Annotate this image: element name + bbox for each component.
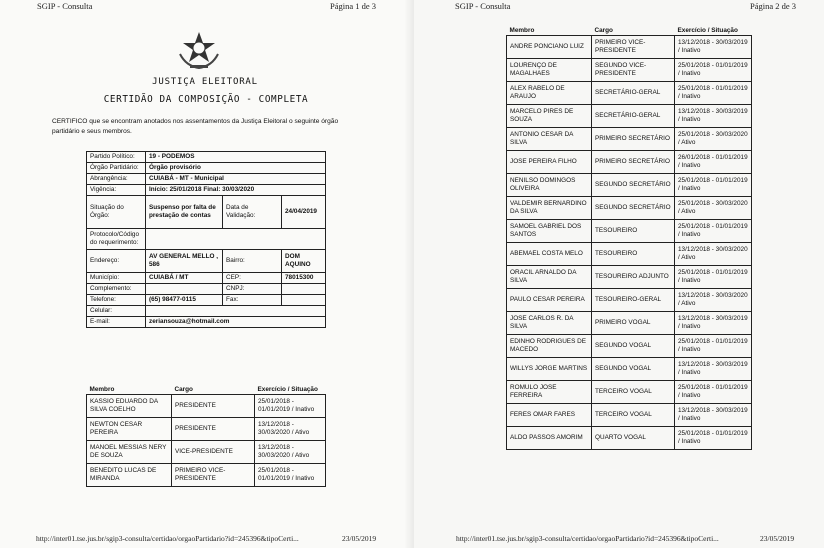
member-row [507,82,752,105]
member-name: BENEDITO LUCAS DE MIRANDA [87,464,172,487]
member-row [507,151,752,174]
member-row [87,464,326,487]
member-row [87,395,326,418]
exercicio-column-header: Exercício / Situação [257,386,318,393]
member-role: TERCEIRO VOGAL [592,381,675,404]
member-row [507,197,752,220]
member-name: ALEX RABELO DE ARAUJO [507,82,592,105]
member-row [507,105,752,128]
member-role: TESOUREIRO-GERAL [592,289,675,312]
member-term: 13/12/2018 - 30/03/2020 / Ativo [675,289,752,312]
info-label: Situação do Órgão: [87,196,146,229]
info-value: (65) 98477-0115 [146,295,223,306]
info-label: Vigência: [87,185,146,196]
member-name: VALDEMIR BERNARDINO DA SILVA [507,197,592,220]
info-row [87,317,326,328]
info-row [87,284,326,295]
footer-url: http://inter01.tse.jus.br/sgip3-consulta/certidao/orgaoPartidario?id=245396&tipoCerti... [36,534,299,543]
member-name: NENILSO DOMINGOS OLIVEIRA [507,174,592,197]
member-name: EDINHO RODRIGUES DE MACEDO [507,335,592,358]
member-role: PRESIDENTE [172,418,255,441]
member-term: 25/01/2018 - 01/01/2019 / Inativo [675,381,752,404]
member-term: 13/12/2018 - 30/03/2019 / Inativo [675,105,752,128]
info-row [87,152,326,163]
member-name: WILLYS JORGE MARTINS [507,358,592,381]
member-name: FERES OMAR FARES [507,404,592,427]
members-header-row [87,386,326,395]
info-label: Bairro: [223,250,282,273]
info-row [87,295,326,306]
page-header-number: Página 1 de 3 [330,1,377,11]
member-name: JOSE PEREIRA FILHO [507,151,592,174]
info-label: Celular: [87,306,146,317]
member-term: 13/12/2018 - 30/03/2019 / Inativo [675,312,752,335]
member-name: KASSIO EDUARDO DA SILVA COELHO [87,395,172,418]
info-value [282,295,326,306]
member-row [507,36,752,59]
member-row [507,312,752,335]
member-row [507,358,752,381]
members-body [507,36,752,450]
member-role: TESOUREIRO [592,243,675,266]
info-value: CUIABÁ - MT - Municipal [146,174,326,185]
member-role: SEGUNDO VOGAL [592,358,675,381]
member-name: ROMULO JOSE FERREIRA [507,381,592,404]
member-role: TERCEIRO VOGAL [592,404,675,427]
member-role: PRESIDENTE [172,395,255,418]
member-role: TESOUREIRO [592,220,675,243]
member-term: 25/01/2018 - 01/01/2019 / Inativo [675,59,752,82]
member-name: NEWTON CESAR PEREIRA [87,418,172,441]
member-term: 25/01/2018 - 30/03/2020 / Ativo [675,128,752,151]
member-role: PRIMEIRO VOGAL [592,312,675,335]
info-value: Início: 25/01/2018 Final: 30/03/2020 [146,185,326,196]
info-value [146,306,326,317]
cargo-column-header: Cargo [594,27,613,34]
member-row [87,418,326,441]
member-term: 25/01/2018 - 01/01/2019 / Inativo [675,220,752,243]
member-name: SAMOEL GABRIEL DOS SANTOS [507,220,592,243]
info-label: CEP: [223,273,282,284]
info-label: Partido Político: [87,152,146,163]
page-header-title: SGIP - Consulta [37,1,93,11]
member-name: ANDRE PONCIANO LUIZ [507,36,592,59]
member-role: SEGUNDO SECRETÁRIO [592,197,675,220]
members-table-page-2 [506,27,752,450]
document-page-2 [414,0,824,548]
info-row [87,196,326,229]
member-term: 13/12/2018 - 30/03/2019 / Inativo [675,358,752,381]
info-row [87,273,326,284]
page-header-number: Página 2 de 3 [750,1,797,11]
cargo-column-header: Cargo [174,386,193,393]
member-row [87,441,326,464]
info-value [282,284,326,295]
member-term: 25/01/2018 - 01/01/2019 / Inativo [675,174,752,197]
institution-heading: JUSTIÇA ELEITORAL [152,77,258,87]
footer-url: http://inter01.tse.jus.br/sgip3-consulta/certidao/orgaoPartidario?id=245396&tipoCerti... [456,534,719,543]
info-label: Abrangência: [87,174,146,185]
info-row [87,250,326,273]
info-row [87,306,326,317]
member-row [507,174,752,197]
members-header-row [507,27,752,36]
info-row [87,229,326,250]
member-role: VICE-PRESIDENTE [172,441,255,464]
info-value: Suspenso por falta de prestação de contas [146,196,223,229]
info-label: Telefone: [87,295,146,306]
member-term: 26/01/2018 - 01/01/2019 / Inativo [675,151,752,174]
member-role: SEGUNDO VICE-PRESIDENTE [592,59,675,82]
info-label: Órgão Partidário: [87,163,146,174]
member-role: SEGUNDO VOGAL [592,335,675,358]
footer-date: 23/05/2019 [760,534,795,543]
member-row [507,220,752,243]
page-header-title: SGIP - Consulta [455,1,511,11]
info-label: Endereço: [87,250,146,273]
member-row [507,266,752,289]
member-role: SECRETÁRIO-GERAL [592,82,675,105]
member-name: JOSE CARLOS R. DA SILVA [507,312,592,335]
member-name: ANTONIO CESAR DA SILVA [507,128,592,151]
footer-date: 23/05/2019 [342,534,377,543]
exercicio-column-header: Exercício / Situação [677,27,738,34]
member-role: SEGUNDO SECRETÁRIO [592,174,675,197]
member-name: LOURENÇO DE MAGALHAES [507,59,592,82]
party-info-table [86,151,326,328]
member-term: 13/12/2018 - 30/03/2019 / Inativo [675,36,752,59]
info-value: zeriansouza@hotmail.com [146,317,326,328]
info-value: CUIABÁ / MT [146,273,223,284]
info-label: Município: [87,273,146,284]
member-row [507,128,752,151]
member-term: 25/01/2018 - 01/01/2019 / Inativo [675,82,752,105]
certificate-title: CERTIDÃO DA COMPOSIÇÃO - COMPLETA [103,94,309,105]
member-column-header: Membro [509,27,535,34]
info-value: DOM AQUINO [282,250,326,273]
info-value: 78015300 [282,273,326,284]
info-row [87,174,326,185]
info-value: Órgão provisório [146,163,326,174]
info-value: AV GENERAL MELLO , 586 [146,250,223,273]
member-row [507,59,752,82]
member-name: ALDO PASSOS AMORIM [507,427,592,450]
member-role: PRIMEIRO VICE-PRESIDENTE [172,464,255,487]
info-value: 19 - PODEMOS [146,152,326,163]
info-label: E-mail: [87,317,146,328]
member-row [507,404,752,427]
info-value [146,229,326,250]
member-term: 25/01/2018 - 01/01/2019 / Inativo [675,335,752,358]
member-name: MANOEL MESSIAS NERY DE SOUZA [87,441,172,464]
info-value [146,284,223,295]
member-term: 25/01/2018 - 01/01/2019 / Inativo [255,395,326,418]
info-label: Fax: [223,295,282,306]
member-term: 25/01/2018 - 01/01/2019 / Inativo [255,464,326,487]
info-label: Complemento: [87,284,146,295]
members-table-page-1 [86,386,326,487]
member-role: PRIMEIRO VICE-PRESIDENTE [592,36,675,59]
member-name: MARCELO PIRES DE SOUZA [507,105,592,128]
info-row [87,163,326,174]
member-row [507,335,752,358]
member-term: 13/12/2018 - 30/03/2020 / Ativo [255,441,326,464]
member-row [507,427,752,450]
member-name: ABEMAEL COSTA MELO [507,243,592,266]
brazil-coat-of-arms-emblem [174,30,224,70]
info-label: Protocolo/Código do requerimento: [87,229,146,250]
member-role: PRIMEIRO SECRETÁRIO [592,151,675,174]
info-row [87,185,326,196]
member-term: 25/01/2018 - 30/03/2020 / Ativo [675,197,752,220]
member-term: 25/01/2018 - 01/01/2019 / Inativo [675,427,752,450]
members-body [87,395,326,487]
member-name: PAULO CESAR PEREIRA [507,289,592,312]
member-name: ORACIL ARNALDO DA SILVA [507,266,592,289]
member-term: 13/12/2018 - 30/03/2020 / Ativo [255,418,326,441]
member-role: QUARTO VOGAL [592,427,675,450]
member-term: 13/12/2018 - 30/03/2020 / Ativo [675,243,752,266]
member-row [507,243,752,266]
certificate-statement: CERTIFICO que se encontram anotados nos assentamentos da Justiça Eleitoral o seguinte órgão partidário e seus membros. [52,118,339,135]
member-term: 25/01/2018 - 01/01/2019 / Inativo [675,266,752,289]
info-label: Data de Validação: [223,196,282,229]
member-row [507,289,752,312]
info-label: CNPJ: [223,284,282,295]
member-role: SECRETÁRIO-GERAL [592,105,675,128]
member-term: 13/12/2018 - 30/03/2019 / Inativo [675,404,752,427]
member-role: TESOUREIRO ADJUNTO [592,266,675,289]
member-column-header: Membro [89,386,115,393]
member-role: PRIMEIRO SECRETÁRIO [592,128,675,151]
member-row [507,381,752,404]
info-value: 24/04/2019 [282,196,326,229]
